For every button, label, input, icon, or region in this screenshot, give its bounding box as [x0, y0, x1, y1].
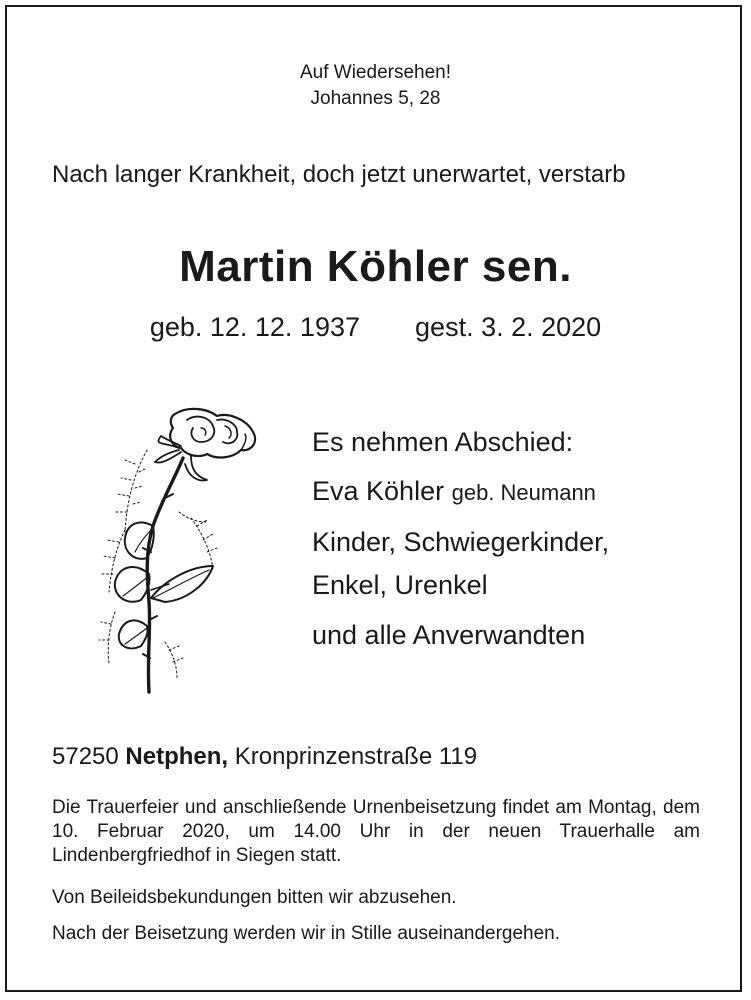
motto-line-2: Johannes 5, 28: [310, 88, 441, 109]
spouse-line: [312, 476, 596, 507]
mourners-relatives: und alle Anverwandten: [312, 620, 586, 650]
address-line: [52, 743, 477, 771]
farewell-heading: Es nehmen Abschied:: [312, 427, 574, 457]
funeral-details: Die Trauerfeier und anschließende Urnenbeisetzung findet am Montag, dem 10. Februar 2020, um 14.00 Uhr in der neuen Trauerhalle am Lindenbergfriedhof in Siegen statt.: [52, 797, 700, 866]
mourners-children: Kinder, Schwiegerkinder,: [312, 527, 610, 557]
address-city: Netphen,: [125, 743, 229, 770]
spouse-name: Eva Köhler: [312, 476, 445, 506]
address-street: Kronprinzenstraße 119: [234, 743, 478, 770]
rose-icon: [95, 402, 265, 698]
burial-note: Nach der Beisetzung werden wir in Stille auseinandergehen.: [52, 923, 561, 944]
motto-line-1: Auf Wiedersehen!: [299, 62, 452, 83]
spouse-maiden-name: geb. Neumann: [451, 480, 596, 505]
death-date: gest. 3. 2. 2020: [415, 312, 602, 342]
condolence-note: Von Beileidsbekundungen bitten wir abzusehen.: [52, 887, 457, 908]
address-postcode: 57250: [52, 743, 119, 770]
life-dates: [0, 312, 751, 343]
intro-text: Nach langer Krankheit, doch jetzt unerwartet, verstarb: [52, 161, 626, 188]
mourners-grandchildren: Enkel, Urenkel: [312, 570, 488, 600]
deceased-name: Martin Köhler sen.: [179, 242, 572, 291]
birth-date: geb. 12. 12. 1937: [149, 312, 360, 342]
